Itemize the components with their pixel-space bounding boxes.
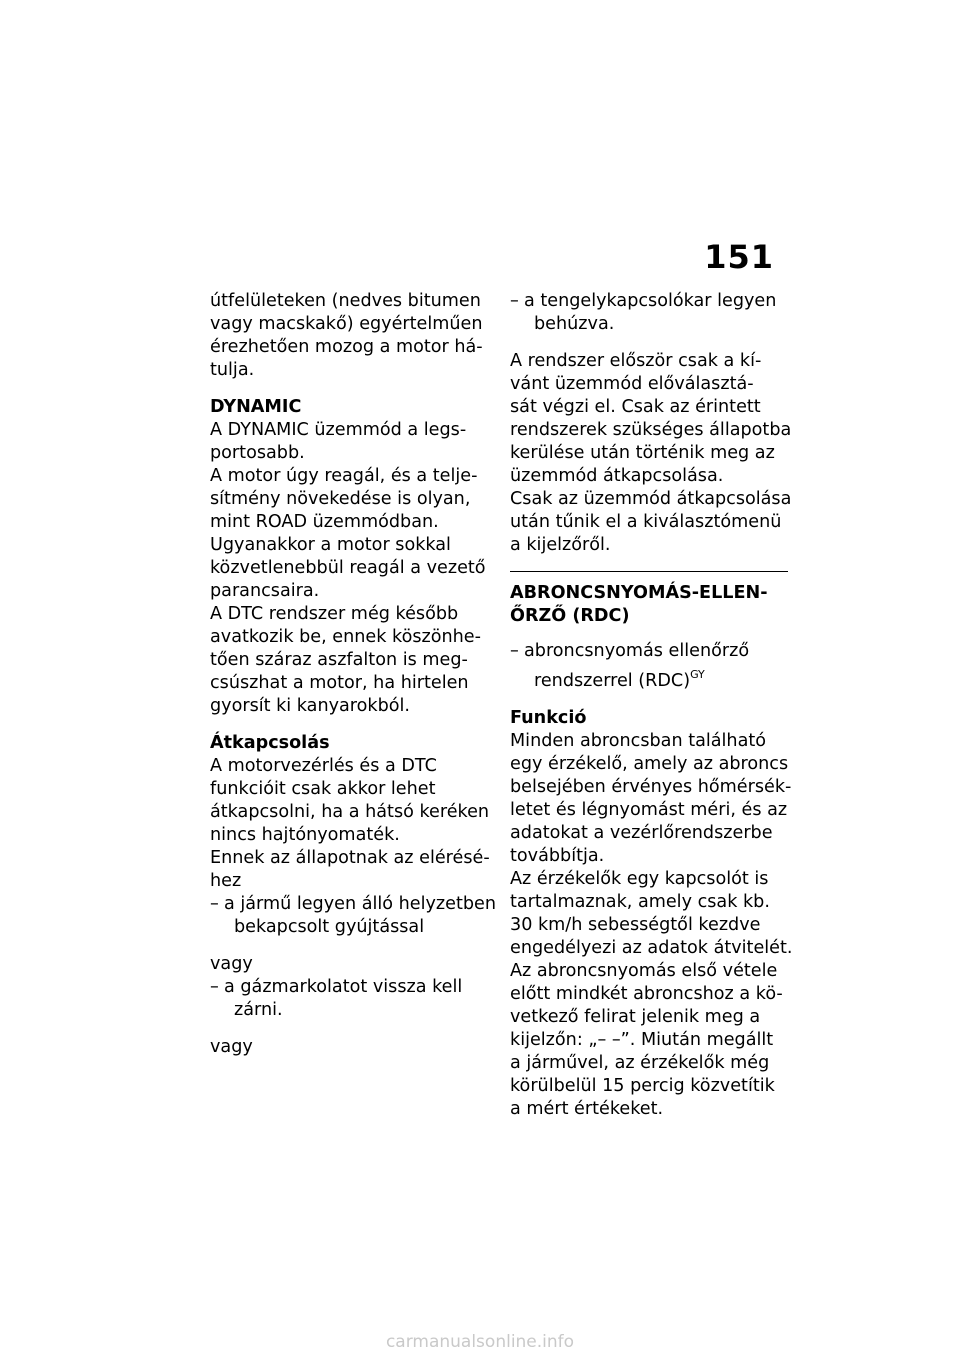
right-column bbox=[510, 290, 793, 1135]
text-line: érezhetően mozog a motor há- bbox=[210, 337, 483, 357]
text-line: üzemmód átkapcsolása. bbox=[510, 466, 724, 486]
dynamic-heading: DYNAMIC bbox=[210, 397, 302, 417]
bullet-text bbox=[224, 893, 494, 939]
function-text bbox=[510, 730, 793, 1121]
bullet-line: a tengelykapcsolókar legyen bbox=[524, 291, 777, 311]
rdc-bullet-text: rendszerrel (RDC) bbox=[534, 671, 691, 691]
text-line: csúszhat a motor, ha hirtelen bbox=[210, 673, 469, 693]
rdc-bullet-line bbox=[524, 663, 788, 693]
text-line: avatkozik be, ennek köszönhe- bbox=[210, 627, 481, 647]
bullet-line: bekapcsolt gyújtással bbox=[234, 917, 425, 937]
bullet-list-item bbox=[210, 893, 494, 939]
text-line: Ennek az állapotnak az elérésé- bbox=[210, 848, 490, 868]
text-line: vagy macskakő) egyértelműen bbox=[210, 314, 483, 334]
watermark: carmanualsonline.info bbox=[385, 1332, 575, 1352]
dynamic-text bbox=[210, 419, 494, 718]
text-line: letet és légnyomást méri, és az bbox=[510, 800, 788, 820]
text-line: mint ROAD üzemmódban. bbox=[210, 512, 439, 532]
text-line: portosabb. bbox=[210, 443, 305, 463]
rdc-bullet-line: abroncsnyomás ellenőrző bbox=[524, 641, 750, 661]
dash-bullet: – bbox=[510, 641, 519, 661]
text-line: ABRONCSNYOMÁS-ELLEN- bbox=[510, 583, 768, 603]
text-line: parancsaira. bbox=[210, 581, 320, 601]
text-line: A motor úgy reagál, és a telje- bbox=[210, 466, 478, 486]
text-line: sát végzi el. Csak az érintett bbox=[510, 397, 761, 417]
text-line: kerülése után történik meg az bbox=[510, 443, 775, 463]
text-line: belsejében érvényes hőmérsék- bbox=[510, 777, 792, 797]
bullet-line: a gázmarkolatot vissza kell bbox=[224, 977, 463, 997]
function-heading: Funkció bbox=[510, 708, 587, 728]
text-line: ŐRZŐ (RDC) bbox=[510, 606, 630, 626]
function-section bbox=[510, 707, 793, 1121]
text-line: Az érzékelők egy kapcsolót is bbox=[510, 869, 769, 889]
bullet-list-item bbox=[510, 640, 788, 693]
bullet-list-item bbox=[210, 976, 494, 1022]
text-line: egy érzékelő, amely az abroncs bbox=[510, 754, 789, 774]
text-line: A motorvezérlés és a DTC bbox=[210, 756, 437, 776]
switch-section bbox=[210, 732, 494, 893]
or-label: vagy bbox=[210, 1037, 253, 1057]
bullet-line: a jármű legyen álló helyzetben bbox=[224, 894, 496, 914]
section-divider bbox=[510, 571, 788, 572]
or-label: vagy bbox=[210, 954, 253, 974]
bullet-line: zárni. bbox=[234, 1000, 283, 1020]
text-line: A rendszer először csak a kí- bbox=[510, 351, 762, 371]
text-line: Az abroncsnyomás első vétele bbox=[510, 961, 778, 981]
text-line: után tűnik el a kiválasztómenü bbox=[510, 512, 782, 532]
text-line: vánt üzemmód előválasztá- bbox=[510, 374, 754, 394]
bullet-text bbox=[524, 640, 788, 693]
text-line: A DTC rendszer még később bbox=[210, 604, 459, 624]
text-line: tulja. bbox=[210, 360, 255, 380]
text-line: hez bbox=[210, 871, 242, 891]
text-line: Minden abroncsban található bbox=[510, 731, 767, 751]
system-paragraph bbox=[510, 350, 792, 557]
switch-text bbox=[210, 755, 494, 893]
dynamic-section bbox=[210, 396, 494, 718]
text-line: Ugyanakkor a motor sokkal bbox=[210, 535, 451, 555]
text-line: körülbelül 15 percig közvetítik bbox=[510, 1076, 775, 1096]
text-line: Csak az üzemmód átkapcsolása bbox=[510, 489, 792, 509]
text-line: közvetlenebbül reagál a vezető bbox=[210, 558, 486, 578]
text-line: továbbítja. bbox=[510, 846, 605, 866]
rdc-superscript: GY bbox=[690, 668, 705, 681]
dash-bullet: – bbox=[510, 291, 519, 311]
left-column bbox=[210, 290, 494, 1073]
bullet-line: behúzva. bbox=[534, 314, 615, 334]
text-line: kijelzőn: „– –”. Miután megállt bbox=[510, 1030, 774, 1050]
rdc-heading bbox=[510, 582, 788, 628]
or-text bbox=[210, 953, 494, 976]
text-line: a járművel, az érzékelők még bbox=[510, 1053, 770, 1073]
dash-bullet: – bbox=[210, 894, 219, 914]
text-line: funkcióit csak akkor lehet bbox=[210, 779, 436, 799]
bullet-list-item bbox=[510, 290, 788, 336]
text-line: 30 km/h sebességtől kezdve bbox=[510, 915, 761, 935]
switch-heading: Átkapcsolás bbox=[210, 733, 330, 753]
bullet-text bbox=[524, 290, 788, 336]
text-line: a kijelzőről. bbox=[510, 535, 611, 555]
bullet-text bbox=[224, 976, 494, 1022]
intro-paragraph bbox=[210, 290, 494, 382]
text-line: sítmény növekedése is olyan, bbox=[210, 489, 471, 509]
text-line: adatokat a vezérlőrendszerbe bbox=[510, 823, 773, 843]
page-number: 151 bbox=[704, 238, 774, 276]
text-line: vetkező felirat jelenik meg a bbox=[510, 1007, 761, 1027]
text-line: rendszerek szükséges állapotba bbox=[510, 420, 792, 440]
text-line: engedélyezi az adatok átvitelét. bbox=[510, 938, 793, 958]
text-line: útfelületeken (nedves bitumen bbox=[210, 291, 481, 311]
text-line: tően száraz aszfalton is meg- bbox=[210, 650, 468, 670]
text-line: nincs hajtónyomaték. bbox=[210, 825, 400, 845]
text-line: tartalmaznak, amely csak kb. bbox=[510, 892, 770, 912]
text-line: gyorsít ki kanyarokból. bbox=[210, 696, 411, 716]
text-line: előtt mindkét abroncshoz a kö- bbox=[510, 984, 783, 1004]
text-line: átkapcsolni, ha a hátsó keréken bbox=[210, 802, 490, 822]
text-line: A DYNAMIC üzemmód a legs- bbox=[210, 420, 467, 440]
text-line: a mért értékeket. bbox=[510, 1099, 664, 1119]
dash-bullet: – bbox=[210, 977, 219, 997]
or-text bbox=[210, 1036, 494, 1059]
